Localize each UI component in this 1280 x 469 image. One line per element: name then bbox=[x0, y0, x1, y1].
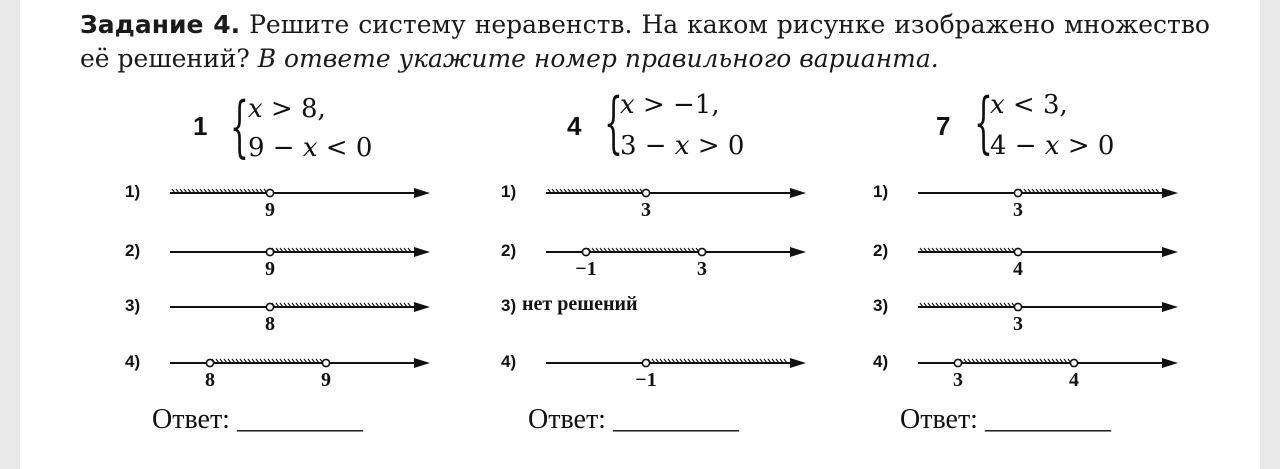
system-brace: { bbox=[230, 88, 249, 165]
open-point-marker bbox=[1014, 248, 1021, 255]
open-point-marker bbox=[582, 248, 589, 255]
task-label: Задание 4. bbox=[80, 10, 241, 39]
answer-field[interactable]: Ответ: _________ bbox=[900, 404, 1111, 435]
open-point-marker bbox=[1014, 189, 1021, 196]
axis-arrow-icon bbox=[790, 188, 806, 198]
axis-arrow-icon bbox=[790, 358, 806, 368]
option-label[interactable]: 2) bbox=[501, 241, 517, 260]
open-point-marker bbox=[698, 248, 705, 255]
open-point-marker bbox=[266, 248, 273, 255]
no-solutions-text: нет решений bbox=[522, 293, 638, 315]
tick-label: 4 bbox=[1069, 369, 1079, 391]
tick-label: 9 bbox=[265, 258, 275, 280]
tick-label: 8 bbox=[205, 369, 215, 391]
system-brace: { bbox=[974, 84, 993, 161]
number-lines bbox=[120, 0, 480, 469]
option-label[interactable]: 3) bbox=[501, 296, 517, 315]
option-label[interactable]: 4) bbox=[501, 352, 517, 371]
option-label[interactable]: 2) bbox=[125, 241, 141, 260]
system-inequality-2: 3 − x > 0 bbox=[620, 131, 745, 161]
open-point-marker bbox=[322, 359, 329, 366]
axis-arrow-icon bbox=[414, 358, 430, 368]
number-lines bbox=[496, 0, 856, 469]
axis-arrow-icon bbox=[1162, 247, 1178, 257]
open-point-marker bbox=[266, 189, 273, 196]
system-number: 7 bbox=[936, 111, 951, 141]
option-label[interactable]: 3) bbox=[873, 296, 889, 315]
open-point-marker bbox=[1070, 359, 1077, 366]
task-hint: В ответе укажите номер правильного варианта. bbox=[257, 44, 939, 73]
tick-label: 3 bbox=[953, 369, 963, 391]
option-label[interactable]: 4) bbox=[125, 352, 141, 371]
system-brace: { bbox=[604, 84, 623, 161]
tick-label: 8 bbox=[265, 313, 275, 335]
open-point-marker bbox=[266, 303, 273, 310]
number-lines bbox=[868, 0, 1228, 469]
open-point-marker bbox=[206, 359, 213, 366]
axis-arrow-icon bbox=[1162, 188, 1178, 198]
tick-label: −1 bbox=[575, 258, 597, 280]
axis-arrow-icon bbox=[414, 247, 430, 257]
option-label[interactable]: 3) bbox=[125, 296, 141, 315]
open-point-marker bbox=[642, 359, 649, 366]
tick-label: 9 bbox=[265, 199, 275, 221]
option-label[interactable]: 1) bbox=[873, 182, 889, 201]
system-column-3 bbox=[868, 0, 1228, 469]
tick-label: 9 bbox=[321, 369, 331, 391]
system-number: 4 bbox=[567, 111, 582, 141]
system-inequality-1: x > 8, bbox=[248, 94, 326, 124]
tick-label: 3 bbox=[641, 199, 651, 221]
system-number: 1 bbox=[193, 111, 208, 141]
option-label[interactable]: 2) bbox=[873, 241, 889, 260]
answer-field[interactable]: Ответ: _________ bbox=[152, 404, 363, 435]
system-column-1 bbox=[120, 0, 480, 469]
tick-label: 3 bbox=[697, 258, 707, 280]
axis-arrow-icon bbox=[790, 247, 806, 257]
axis-arrow-icon bbox=[414, 188, 430, 198]
system-inequality-2: 9 − x < 0 bbox=[248, 133, 373, 163]
option-label[interactable]: 1) bbox=[501, 182, 517, 201]
axis-arrow-icon bbox=[1162, 302, 1178, 312]
tick-label: −1 bbox=[635, 369, 657, 391]
open-point-marker bbox=[642, 189, 649, 196]
system-inequality-1: x > −1, bbox=[620, 90, 720, 120]
tick-label: 3 bbox=[1013, 313, 1023, 335]
system-inequality-2: 4 − x > 0 bbox=[990, 131, 1115, 161]
tick-label: 3 bbox=[1013, 199, 1023, 221]
worksheet-page bbox=[20, 0, 1260, 469]
open-point-marker bbox=[1014, 303, 1021, 310]
system-column-2 bbox=[496, 0, 856, 469]
axis-arrow-icon bbox=[1162, 358, 1178, 368]
open-point-marker bbox=[954, 359, 961, 366]
tick-label: 4 bbox=[1013, 258, 1023, 280]
task-text: Решите систему неравенств. На каком рисунке изображено множество её решений? bbox=[80, 10, 1210, 73]
answer-field[interactable]: Ответ: _________ bbox=[528, 404, 739, 435]
option-label[interactable]: 4) bbox=[873, 352, 889, 371]
axis-arrow-icon bbox=[414, 302, 430, 312]
option-label[interactable]: 1) bbox=[125, 182, 141, 201]
system-inequality-1: x < 3, bbox=[990, 90, 1068, 120]
